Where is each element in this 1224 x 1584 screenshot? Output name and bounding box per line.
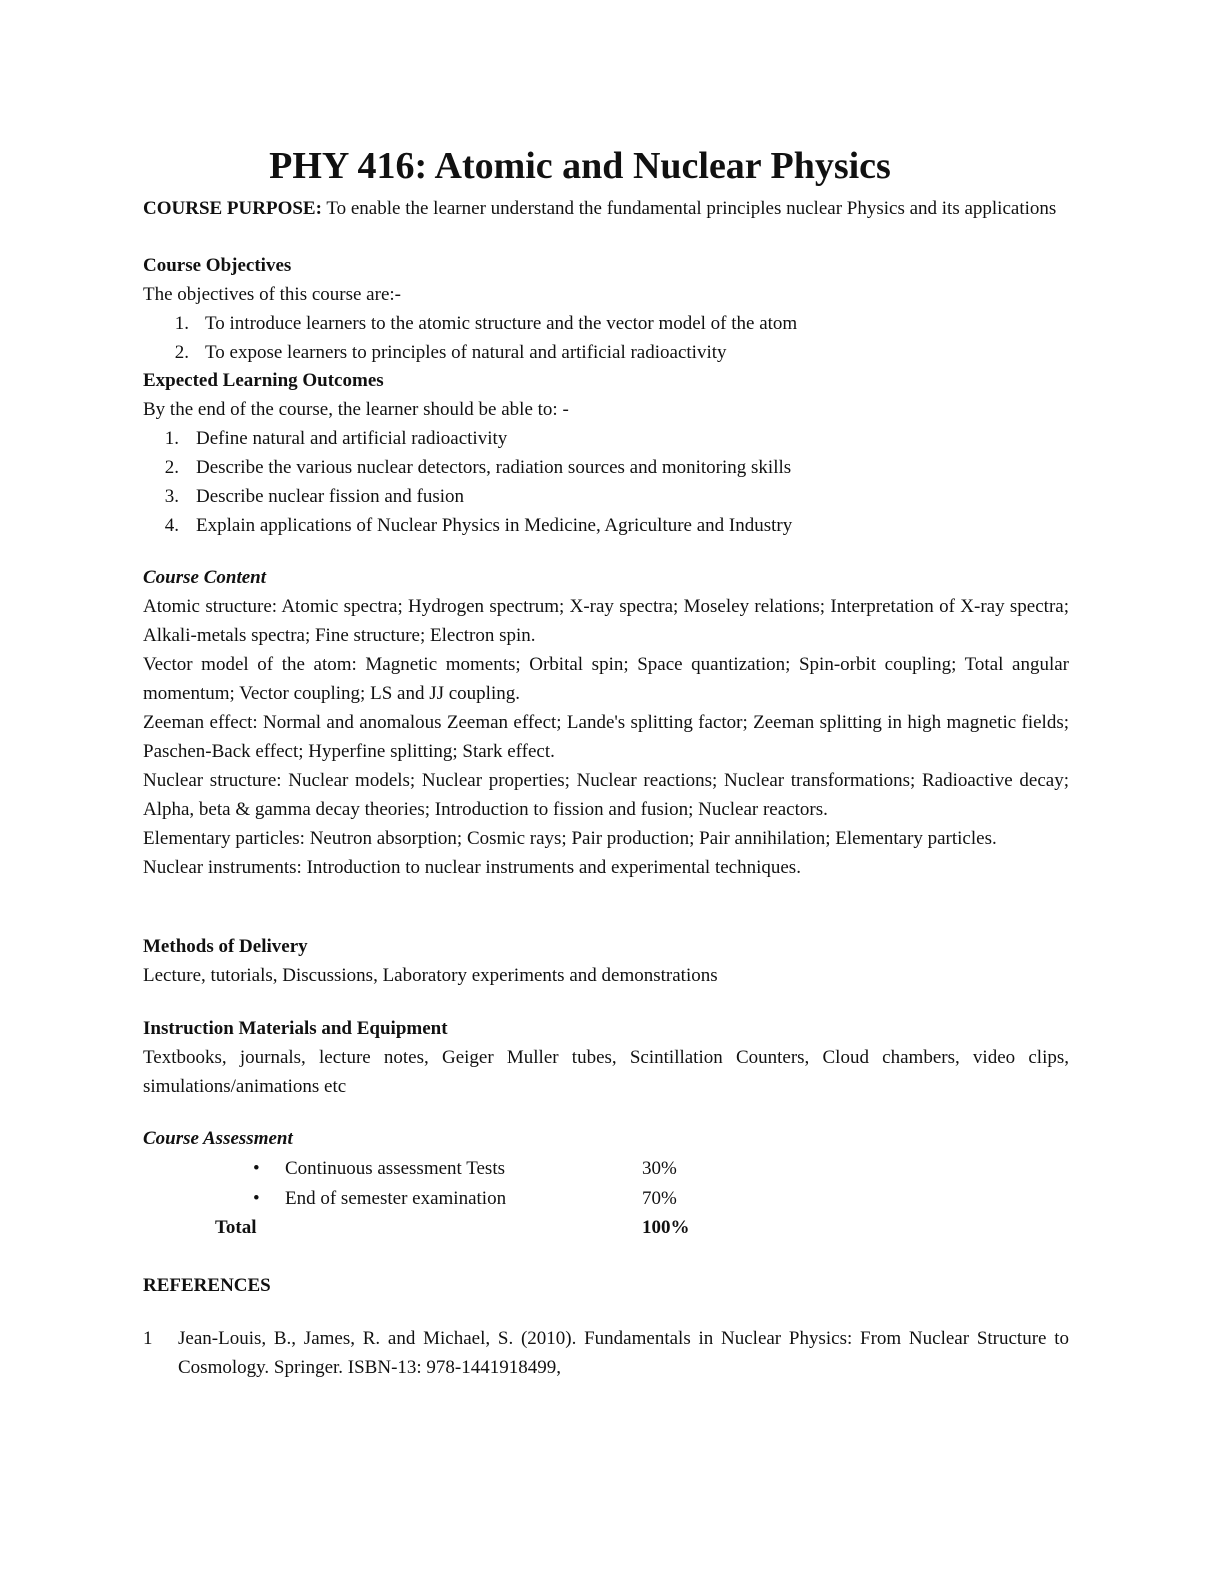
- list-item-text: Explain applications of Nuclear Physics in Medicine, Agriculture and Industry: [196, 515, 793, 536]
- objectives-intro: The objectives of this course are:-: [143, 284, 401, 305]
- reference-number: 1: [143, 1328, 153, 1349]
- list-item-text: Define natural and artificial radioactivity: [196, 428, 508, 449]
- content-section: [143, 563, 1069, 882]
- reference-item: [143, 1324, 1069, 1382]
- list-item: [143, 338, 1069, 367]
- list-number: 2.: [164, 457, 179, 478]
- assessment-total-value: 100%: [642, 1217, 690, 1238]
- assessment-value: 30%: [642, 1158, 677, 1179]
- references-list: [143, 1324, 1069, 1382]
- references-heading: REFERENCES: [143, 1275, 271, 1296]
- content-paragraph: Vector model of the atom: Magnetic moments; Orbital spin; Space quantization; Spin-orbit coupling; Total angular momentum; Vector coupling; LS and JJ coupling.: [143, 654, 1069, 704]
- list-number: 2.: [174, 342, 189, 363]
- list-item-text: To introduce learners to the atomic structure and the vector model of the atom: [205, 313, 798, 334]
- delivery-text: Lecture, tutorials, Discussions, Laboratory experiments and demonstrations: [143, 965, 718, 986]
- list-item: [143, 453, 1069, 482]
- materials-heading: Instruction Materials and Equipment: [143, 1018, 448, 1039]
- assessment-total-label: Total: [215, 1217, 257, 1238]
- objectives-section: [143, 251, 1069, 367]
- list-item-text: Describe nuclear fission and fusion: [196, 486, 465, 507]
- course-purpose-text: To enable the learner understand the fundamental principles nuclear Physics and its applications: [321, 198, 1057, 219]
- materials-text: Textbooks, journals, lecture notes, Geiger Muller tubes, Scintillation Counters, Cloud chambers, video clips, simulations/animations etc: [143, 1047, 1069, 1097]
- content-paragraph: Nuclear structure: Nuclear models; Nuclear properties; Nuclear reactions; Nuclear transformations; Radioactive decay; Alpha, beta & gamma decay theories; Introduction to fission and fusion; Nuclear reactors.: [143, 770, 1069, 820]
- delivery-section: [143, 932, 1069, 990]
- reference-text: Jean-Louis, B., James, R. and Michael, S. (2010). Fundamentals in Nuclear Physics: From Nuclear Structure to Cosmology. Springer. ISBN-13: 978-1441918499,: [178, 1328, 1069, 1378]
- course-purpose-label: COURSE PURPOSE:: [143, 198, 322, 219]
- content-paragraph: Nuclear instruments: Introduction to nuclear instruments and experimental techniques.: [143, 857, 801, 878]
- content-paragraph: Zeeman effect: Normal and anomalous Zeeman effect; Lande's splitting factor; Zeeman splitting in high magnetic fields; Paschen-Back effect; Hyperfine splitting; Stark effect.: [143, 712, 1069, 762]
- materials-section: [143, 1014, 1069, 1101]
- assessment-label: Continuous assessment Tests: [285, 1158, 505, 1179]
- content-paragraph: Atomic structure: Atomic spectra; Hydrogen spectrum; X-ray spectra; Moseley relations; Interpretation of X-ray spectra; Alkali-metals spectra; Fine structure; Electron spin.: [143, 596, 1069, 646]
- list-item-text: To expose learners to principles of natural and artificial radioactivity: [205, 342, 727, 363]
- objectives-heading: Course Objectives: [143, 255, 292, 276]
- course-purpose: [143, 194, 1069, 223]
- list-number: 4.: [164, 515, 179, 536]
- list-number: 1.: [174, 313, 189, 334]
- outcomes-intro: By the end of the course, the learner should be able to: -: [143, 399, 569, 420]
- content-heading: Course Content: [143, 567, 267, 588]
- delivery-heading: Methods of Delivery: [143, 936, 308, 957]
- list-number: 1.: [164, 428, 179, 449]
- list-number: 3.: [164, 486, 179, 507]
- outcomes-heading: Expected Learning Outcomes: [143, 370, 384, 391]
- list-item: [143, 482, 1069, 511]
- objectives-list: [143, 309, 1069, 367]
- outcomes-list: [143, 424, 1069, 540]
- assessment-heading: Course Assessment: [143, 1128, 293, 1149]
- list-item: [143, 511, 1069, 540]
- references-section: [143, 1271, 1069, 1300]
- list-item: [143, 424, 1069, 453]
- bullet-icon: •: [253, 1188, 260, 1209]
- content-paragraph: Elementary particles: Neutron absorption; Cosmic rays; Pair production; Pair annihilation; Elementary particles.: [143, 828, 997, 849]
- assessment-section: [143, 1124, 1069, 1254]
- assessment-value: 70%: [642, 1188, 677, 1209]
- list-item-text: Describe the various nuclear detectors, radiation sources and monitoring skills: [196, 457, 792, 478]
- outcomes-section: [143, 366, 1069, 540]
- list-item: [143, 309, 1069, 338]
- page-title: PHY 416: Atomic and Nuclear Physics: [269, 145, 891, 187]
- assessment-label: End of semester examination: [285, 1188, 507, 1209]
- bullet-icon: •: [253, 1158, 260, 1179]
